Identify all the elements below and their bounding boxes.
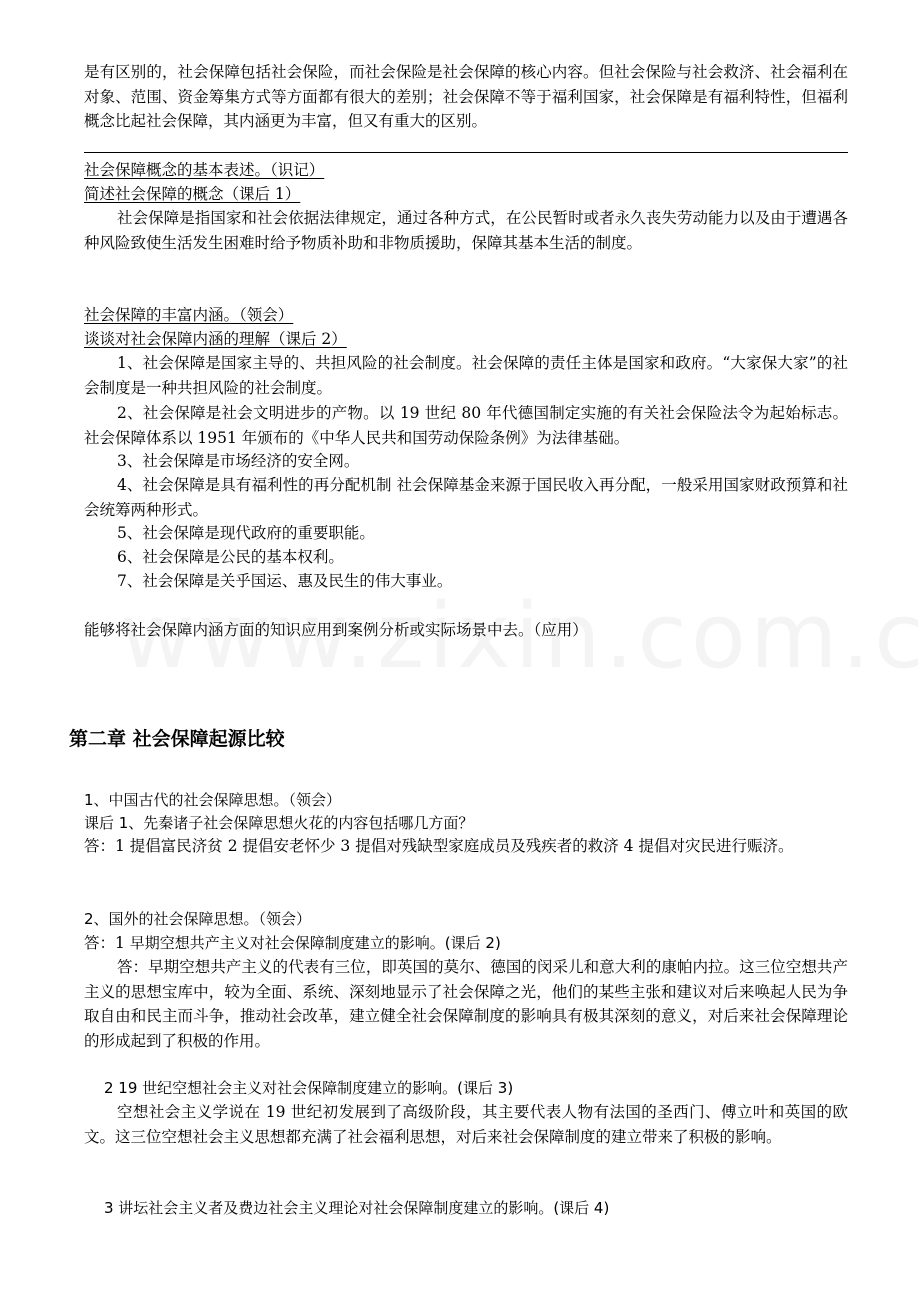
chapter-title: 第二章 社会保障起源比较 bbox=[69, 728, 285, 750]
list-item: 3、社会保障是市场经济的安全网。 bbox=[117, 452, 360, 470]
question-heading: 2、国外的社会保障思想。（领会） bbox=[84, 910, 312, 928]
section-subheading bbox=[84, 327, 848, 352]
concept-definition: 社会保障是指国家和社会依据法律规定，通过各种方式，在公民暂时或者永久丧失劳动能力以及由于遭遇各种风险致使生活发生困难时给予物质补助和非物质援助，保障其基本生活的制度。 bbox=[84, 209, 848, 252]
question-heading: 3 讲坛社会主义者及费边社会主义理论对社会保障制度建立的影响。(课后 4) bbox=[104, 1199, 610, 1217]
list-item: 5、社会保障是现代政府的重要职能。 bbox=[117, 524, 375, 542]
section-subheading bbox=[84, 182, 848, 207]
connotation-question: 谈谈对社会保障内涵的理解（课后 2） bbox=[84, 330, 347, 348]
answer-topic: 早期空想共产主义对社会保障制度建立的影响。(课后 2) bbox=[129, 934, 501, 952]
question-heading: 1、中国古代的社会保障思想。（领会） bbox=[84, 791, 342, 809]
question-heading: 2 19 世纪空想社会主义对社会保障制度建立的影响。(课后 3) bbox=[104, 1079, 514, 1097]
section-divider bbox=[84, 152, 848, 153]
list-item: 4、社会保障是具有福利性的再分配机制 社会保障基金来源于国民收入再分配，一般采用国家财政预算和社会统筹两种形式。 bbox=[84, 476, 848, 519]
question-subheading: 课后 1、先秦诸子社会保障思想火花的内容包括哪几方面？ bbox=[84, 814, 474, 832]
answer-paragraph: 答：1 提倡富民济贫 2 提倡安老怀少 3 提倡对残缺型家庭成员及残疾者的救济 4 提倡对灾民进行赈济。 bbox=[84, 837, 794, 855]
concept-heading: 社会保障概念的基本表述。（识记） bbox=[84, 161, 325, 179]
concept-question: 简述社会保障的概念（课后 1） bbox=[84, 185, 301, 203]
list-item: 1、社会保障是国家主导的、共担风险的社会制度。社会保障的责任主体是国家和政府。“大家保大家”的社会制度是一种共担风险的社会制度。 bbox=[84, 354, 848, 397]
application-note: 能够将社会保障内涵方面的知识应用到案例分析或实际场景中去。（应用） bbox=[84, 621, 588, 639]
connotation-heading: 社会保障的丰富内涵。（领会） bbox=[84, 306, 294, 324]
answer-paragraph: 答：早期空想共产主义的代表有三位，即英国的莫尔、德国的闵采儿和意大利的康帕内拉。这三位空想共产主义的思想宝库中，较为全面、系统、深刻地显示了社会保障之光，他们的某些主张和建议对后来唤起人民为争取自由和民主而斗争，推动社会改革，建立健全社会保障制度的影响具有极其深刻的意义，对后来社会保障理论的形成起到了积极的作用。 bbox=[84, 958, 848, 1050]
list-item: 2、社会保障是社会文明进步的产物。以 19 世纪 80 年代德国制定实施的有关社会保险法令为起始标志。社会保障体系以 1951 年颁布的《中华人民共和国劳动保险条例》为法律基础。 bbox=[84, 404, 848, 447]
list-item: 6、社会保障是公民的基本权利。 bbox=[117, 548, 344, 566]
list-item: 7、社会保障是关乎国运、惠及民生的伟大事业。 bbox=[117, 572, 453, 590]
intro-paragraph: 是有区别的，社会保障包括社会保险，而社会保险是社会保障的核心内容。但社会保险与社会救济、社会福利在对象、范围、资金筹集方式等方面都有很大的差别；社会保障不等于福利国家，社会保障是有福利特性，但福利概念比起社会保障，其内涵更为丰富，但又有重大的区别。 bbox=[84, 63, 848, 130]
question-subheading bbox=[84, 931, 848, 956]
section-heading bbox=[84, 303, 848, 328]
section-heading bbox=[84, 158, 848, 183]
answer-paragraph: 空想社会主义学说在 19 世纪初发展到了高级阶段，其主要代表人物有法国的圣西门、傅立叶和英国的欧文。这三位空想社会主义思想都充满了社会福利思想，对后来社会保障制度的建立带来了积极的影响。 bbox=[84, 1103, 848, 1146]
answer-prefix: 答：1 bbox=[84, 934, 130, 952]
